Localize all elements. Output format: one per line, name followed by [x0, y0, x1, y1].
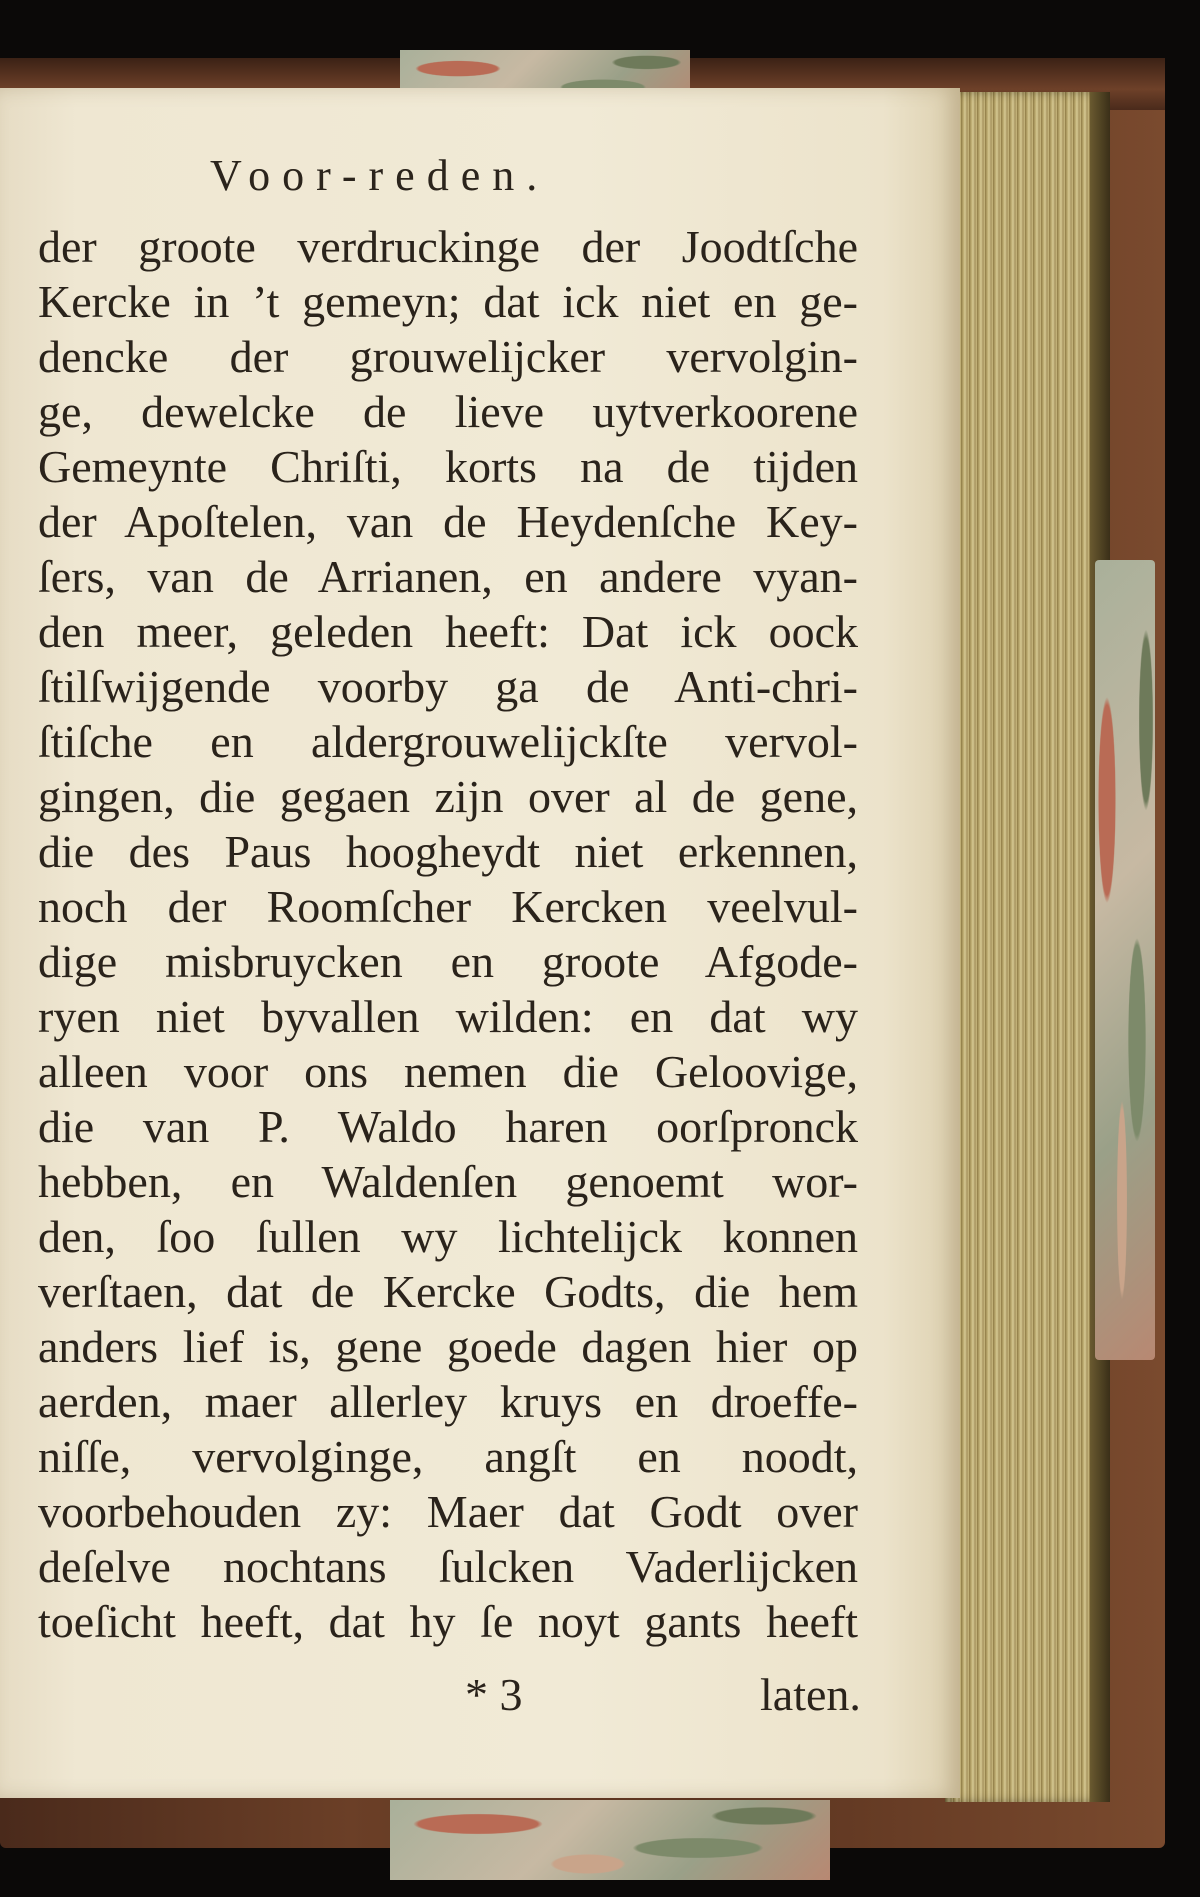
text-line: ſtiſche en aldergrouwelijckſte vervol- [38, 716, 858, 767]
text-line: ſers, van de Arrianen, en andere vyan- [38, 551, 858, 602]
text-line: dige misbruycken en groote Afgode- [38, 936, 858, 987]
text-line: alleen voor ons nemen die Geloovige, [38, 1046, 858, 1097]
marbled-endpaper-bottom [390, 1800, 830, 1880]
text-line: niſſe, vervolginge, angſt en noodt, [38, 1431, 858, 1482]
text-line: toeſicht heeft, dat hy ſe noyt gants heeft [38, 1596, 858, 1647]
text-line: den, ſoo ſullen wy lichtelijck konnen [38, 1211, 858, 1262]
marbled-endpaper-right [1095, 560, 1155, 1360]
text-line: der Apoſtelen, van de Heydenſche Key- [38, 496, 858, 547]
text-line: ge, dewelcke de lieve uytverkoorene [38, 386, 858, 437]
text-line: aerden, maer allerley kruys en droeffe- [38, 1376, 858, 1427]
text-line: Gemeynte Chriſti, korts na de tijden [38, 441, 858, 492]
catchword: laten. [760, 1669, 861, 1720]
text-line: ſtilſwijgende voorby ga de Anti-chri- [38, 661, 858, 712]
text-line: die des Paus hoogheydt niet erkennen, [38, 826, 858, 877]
text-line: noch der Roomſcher Kercken veelvul- [38, 881, 858, 932]
text-line: die van P. Waldo haren oorſpronck [38, 1101, 858, 1152]
text-line: deſelve nochtans ſulcken Vaderlijcken [38, 1541, 858, 1592]
running-header: Voor-reden. [210, 151, 550, 200]
text-line: verſtaen, dat de Kercke Godts, die hem [38, 1266, 858, 1317]
text-line: ryen niet byvallen wilden: en dat wy [38, 991, 858, 1042]
page-edges [945, 92, 1103, 1802]
text-line: der groote verdruckinge der Joodtſche [38, 221, 858, 272]
text-line: Kercke in ’t gemeyn; dat ick niet en ge- [38, 276, 858, 327]
text-line: hebben, en Waldenſen genoemt wor- [38, 1156, 858, 1207]
text-line: dencke der grouwelijcker vervolgin- [38, 331, 858, 382]
signature-mark: * 3 [465, 1669, 523, 1720]
text-line: gingen, die gegaen zijn over al de gene, [38, 771, 858, 822]
text-line: den meer, geleden heeft: Dat ick oock [38, 606, 858, 657]
text-line: anders lief is, gene goede dagen hier op [38, 1321, 858, 1372]
text-line: voorbehouden zy: Maer dat Godt over [38, 1486, 858, 1537]
